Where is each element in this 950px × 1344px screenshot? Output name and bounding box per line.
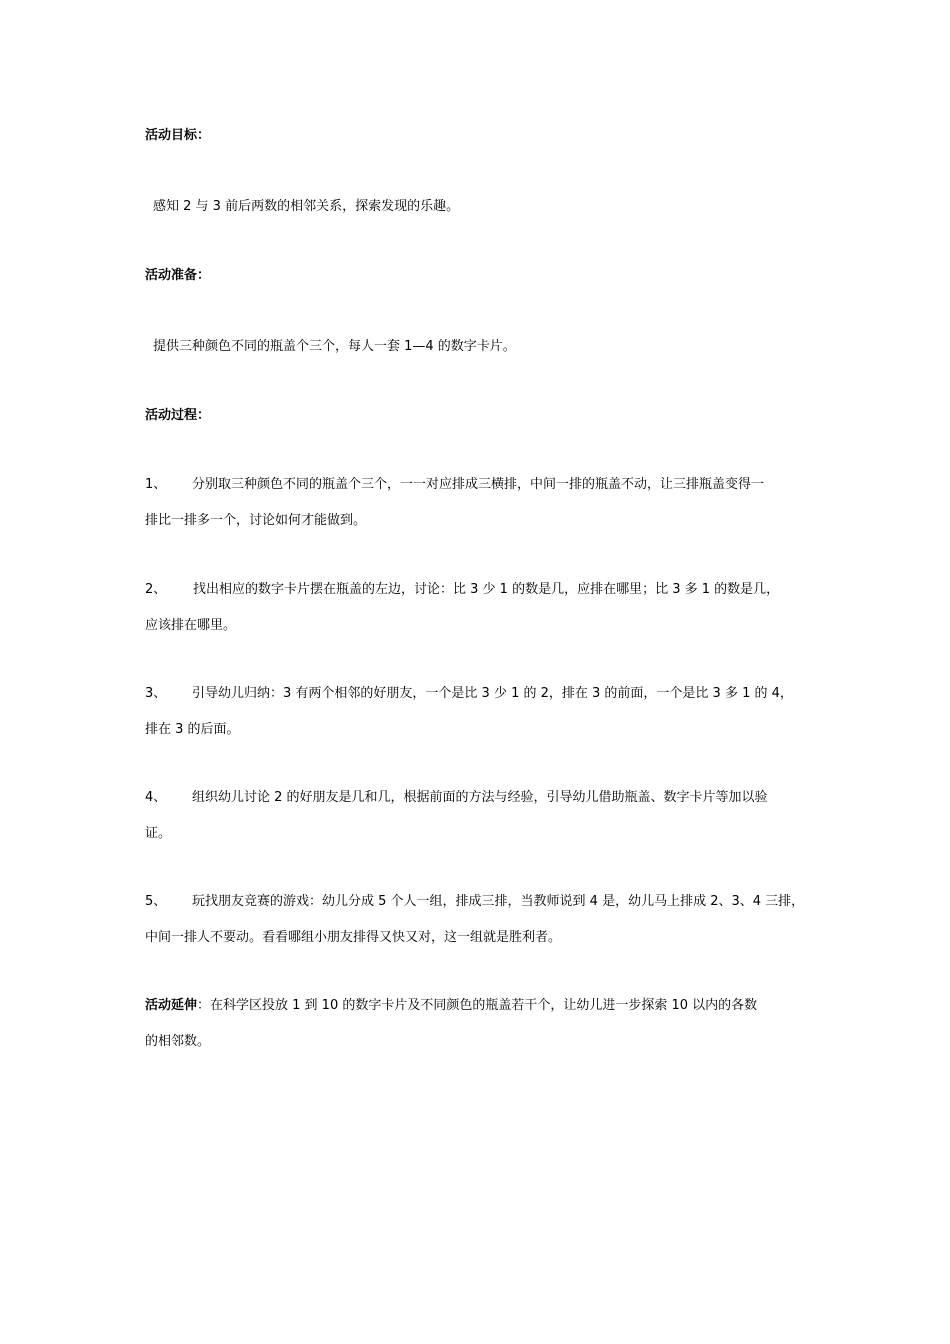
goal-text: 感知 2 与 3 前后两数的相邻关系，探索发现的乐趣。 xyxy=(153,199,460,214)
extension-line-2: 的相邻数。 xyxy=(145,1034,211,1049)
goal-heading: 活动目标： xyxy=(145,128,211,143)
extension-label: 活动延伸 xyxy=(145,998,198,1013)
process-heading: 活动过程： xyxy=(145,408,211,423)
step-number: 4、 xyxy=(145,790,167,805)
prep-heading: 活动准备： xyxy=(145,268,211,283)
step-number: 5、 xyxy=(145,894,167,909)
prep-text: 提供三种颜色不同的瓶盖个三个，每人一套 1—4 的数字卡片。 xyxy=(153,339,516,354)
step-line: 中间一排人不要动。看看哪组小朋友排得又快又对，这一组就是胜利者。 xyxy=(145,930,562,945)
step-line: 排在 3 的后面。 xyxy=(145,722,240,737)
step-line: 玩找朋友竞赛的游戏：幼儿分成 5 个人一组，排成三排，当教师说到 4 是，幼儿马上排成 2、3、4 三排， xyxy=(192,894,805,909)
step-line: 找出相应的数字卡片摆在瓶盖的左边，讨论：比 3 少 1 的数是几，应排在哪里；比 3 多 1 的数是几， xyxy=(193,582,780,597)
step-line: 证。 xyxy=(145,826,172,841)
step-line: 组织幼儿讨论 2 的好朋友是几和几，根据前面的方法与经验，引导幼儿借助瓶盖、数字卡片等加以验 xyxy=(192,790,768,805)
step-line: 排比一排多一个，讨论如何才能做到。 xyxy=(145,513,367,528)
step-line: 应该排在哪里。 xyxy=(145,618,237,633)
extension-text: ：在科学区投放 1 到 10 的数字卡片及不同颜色的瓶盖若干个，让幼儿进一步探索 10 以内的各数 xyxy=(197,998,758,1013)
step-line: 分别取三种颜色不同的瓶盖个三个，一一对应排成三横排，中间一排的瓶盖不动，让三排瓶盖变得一 xyxy=(192,477,765,492)
step-number: 2、 xyxy=(145,582,167,597)
step-number: 3、 xyxy=(145,686,167,701)
step-line: 引导幼儿归纳：3 有两个相邻的好朋友，一个是比 3 少 1 的 2，排在 3 的前面，一个是比 3 多 1 的 4， xyxy=(192,686,793,701)
extension-line-1 xyxy=(145,998,757,1014)
step-number: 1、 xyxy=(145,477,167,492)
